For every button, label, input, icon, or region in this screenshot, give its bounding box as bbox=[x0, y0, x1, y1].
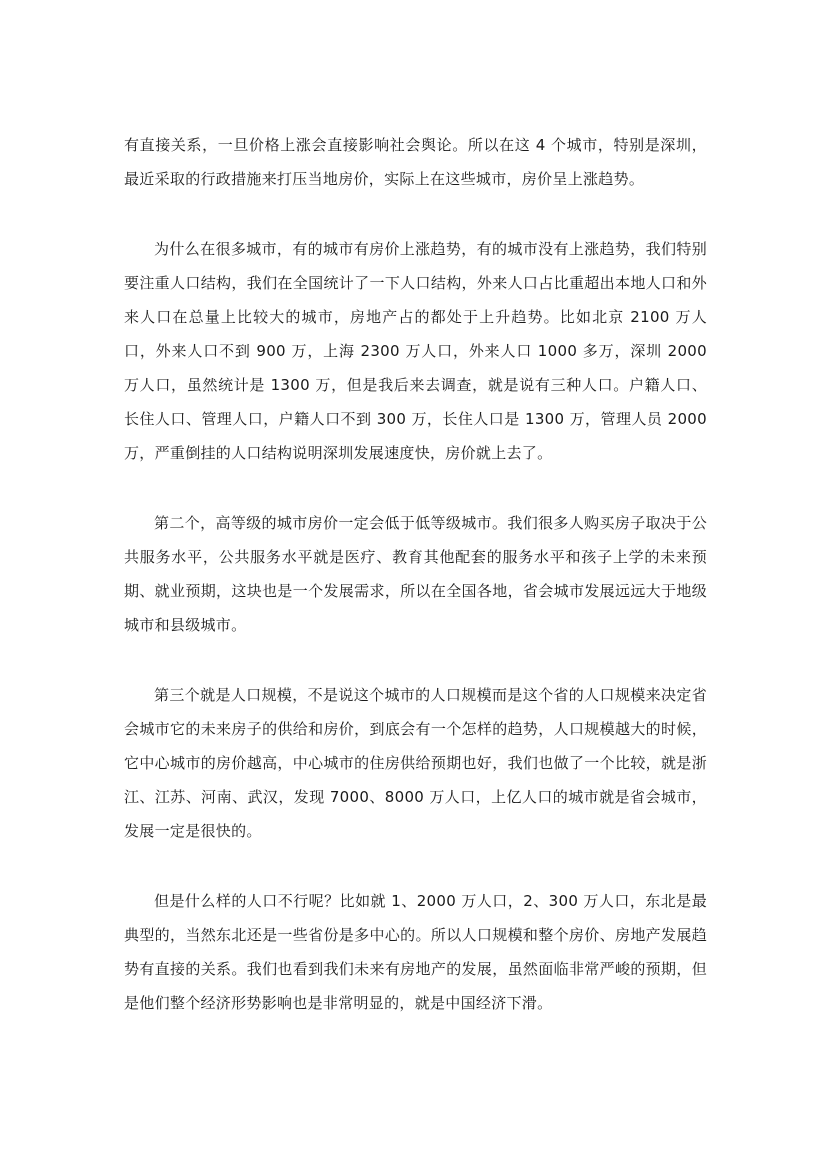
document-body bbox=[124, 128, 707, 1056]
paragraph-5: 但是什么样的人口不行呢？比如就 1、2000 万人口，2、300 万人口，东北是最典型的，当然东北还是一些省份是多中心的。所以人口规模和整个房价、房地产发展趋势有直接的关系。我们也看到我们未来有房地产的发展，虽然面临非常严峻的预期，但是他们整个经济形势影响也是非常明显的，就是中国经济下滑。 bbox=[124, 892, 707, 1012]
paragraph-1: 有直接关系，一旦价格上涨会直接影响社会舆论。所以在这 4 个城市，特别是深圳，最近采取的行政措施来打压当地房价，实际上在这些城市，房价呈上涨趋势。 bbox=[124, 136, 707, 188]
paragraph-3: 第二个，高等级的城市房价一定会低于低等级城市。我们很多人购买房子取决于公共服务水平，公共服务水平就是医疗、教育其他配套的服务水平和孩子上学的未来预期、就业预期，这块也是一个发展需求，所以在全国各地，省会城市发展远远大于地级城市和县级城市。 bbox=[124, 514, 707, 634]
paragraph-4: 第三个就是人口规模，不是说这个城市的人口规模而是这个省的人口规模来决定省会城市它的未来房子的供给和房价，到底会有一个怎样的趋势，人口规模越大的时候，它中心城市的房价越高，中心城市的住房供给预期也好，我们也做了一个比较，就是浙江、江苏、河南、武汉，发现 7000、8000 万人口，上亿人口的城市就是省会城市，发展一定是很快的。 bbox=[124, 686, 707, 840]
paragraph-2: 为什么在很多城市，有的城市有房价上涨趋势，有的城市没有上涨趋势，我们特别要注重人口结构，我们在全国统计了一下人口结构，外来人口占比重超出本地人口和外来人口在总量上比较大的城市，房地产占的都处于上升趋势。比如北京 2100 万人口，外来人口不到 900 万，上海 2300 万人口，外来人口 1000 多万，深圳 2000 万人口，虽然统计是 1300 万，但是我后来去调查，就是说有三种人口。户籍人口、长住人口、管理人口，户籍人口不到 300 万，长住人口是 1300 万，管理人员 2000 万，严重倒挂的人口结构说明深圳发展速度快，房价就上去了。 bbox=[124, 240, 707, 462]
